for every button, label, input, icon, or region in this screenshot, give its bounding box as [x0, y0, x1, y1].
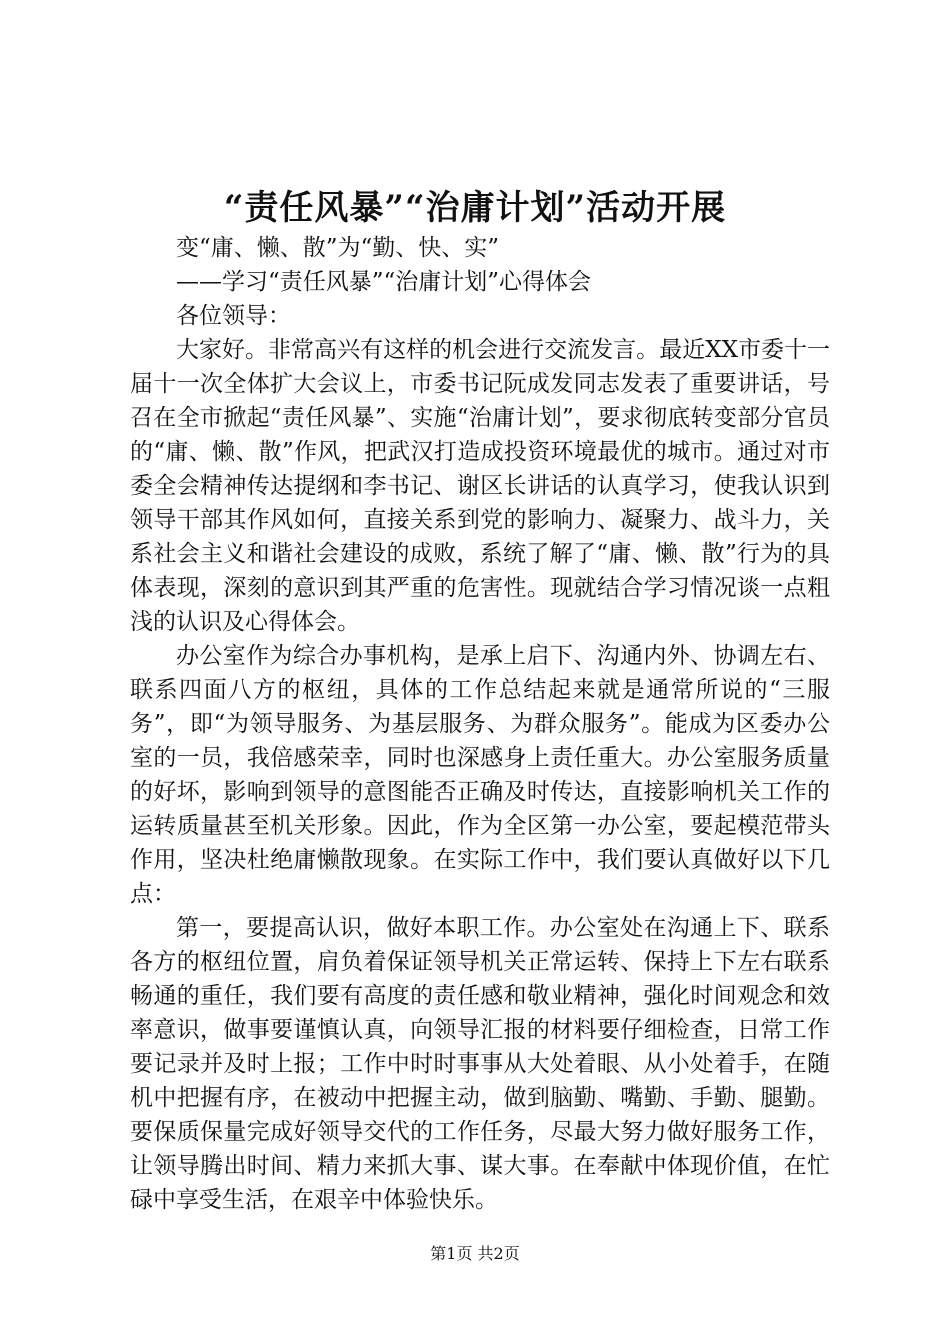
page-footer: 第1页 共2页: [430, 1244, 520, 1263]
salutation: 各位领导：: [176, 303, 291, 329]
body-paragraph: 第一，要提高认识，做好本职工作。办公室处在沟通上下、联系各方的枢纽位置，肩负着保证领导机关正常运转、保持上下左右联系畅通的重任，我们要有高度的责任感和敬业精神，强化时间观念和效率意识，做事要谨慎认真，向领导汇报的材料要仔细检查，日常工作要记录并及时上报；工作中时时事事从大处着眼、从小处着手，在随机中把握有序，在被动中把握主动，做到脑勤、嘴勤、手勤、腿勤。要保质保量完成好领导交代的工作任务，尽最大努力做好服务工作，让领导腾出时间、精力来抓大事、谋大事。在奉献中体现价值，在忙碌中享受生活，在艰辛中体验快乐。: [130, 915, 830, 1213]
subtitle-line: 变“庸、懒、散”为“勤、快、实”: [176, 235, 500, 261]
body-paragraph: 大家好。非常高兴有这样的机会进行交流发言。最近XX市委十一届十一次全体扩大会议上，市委书记阮成发同志发表了重要讲话，号召在全市掀起“责任风暴”、实施“治庸计划”，要求彻底转变部分官员的“庸、懒、散”作风，把武汉打造成投资环境最优的城市。通过对市委全会精神传达提纲和李书记、谢区长讲话的认真学习，使我认识到领导干部其作风如何，直接关系到党的影响力、凝聚力、战斗力，关系社会主义和谐社会建设的成败，系统了解了“庸、懒、散”行为的具体表现，深刻的意识到其严重的危害性。现就结合学习情况谈一点粗浅的认识及心得体会。: [130, 337, 830, 635]
body-paragraph: 办公室作为综合办事机构，是承上启下、沟通内外、协调左右、联系四面八方的枢纽，具体的工作总结起来就是通常所说的“三服务”，即“为领导服务、为基层服务、为群众服务”。能成为区委办公室的一员，我倍感荣幸，同时也深感身上责任重大。办公室服务质量的好坏，影响到领导的意图能否正确及时传达，直接影响机关工作的运转质量甚至机关形象。因此，作为全区第一办公室，要起模范带头作用，坚决杜绝庸懒散现象。在实际工作中，我们要认真做好以下几点：: [130, 643, 830, 907]
document-body: [130, 231, 830, 1217]
document-title: “责任风暴”“治庸计划”活动开展: [223, 188, 727, 228]
subtitle-line: ——学习“责任风暴”“治庸计划”心得体会: [176, 269, 592, 295]
